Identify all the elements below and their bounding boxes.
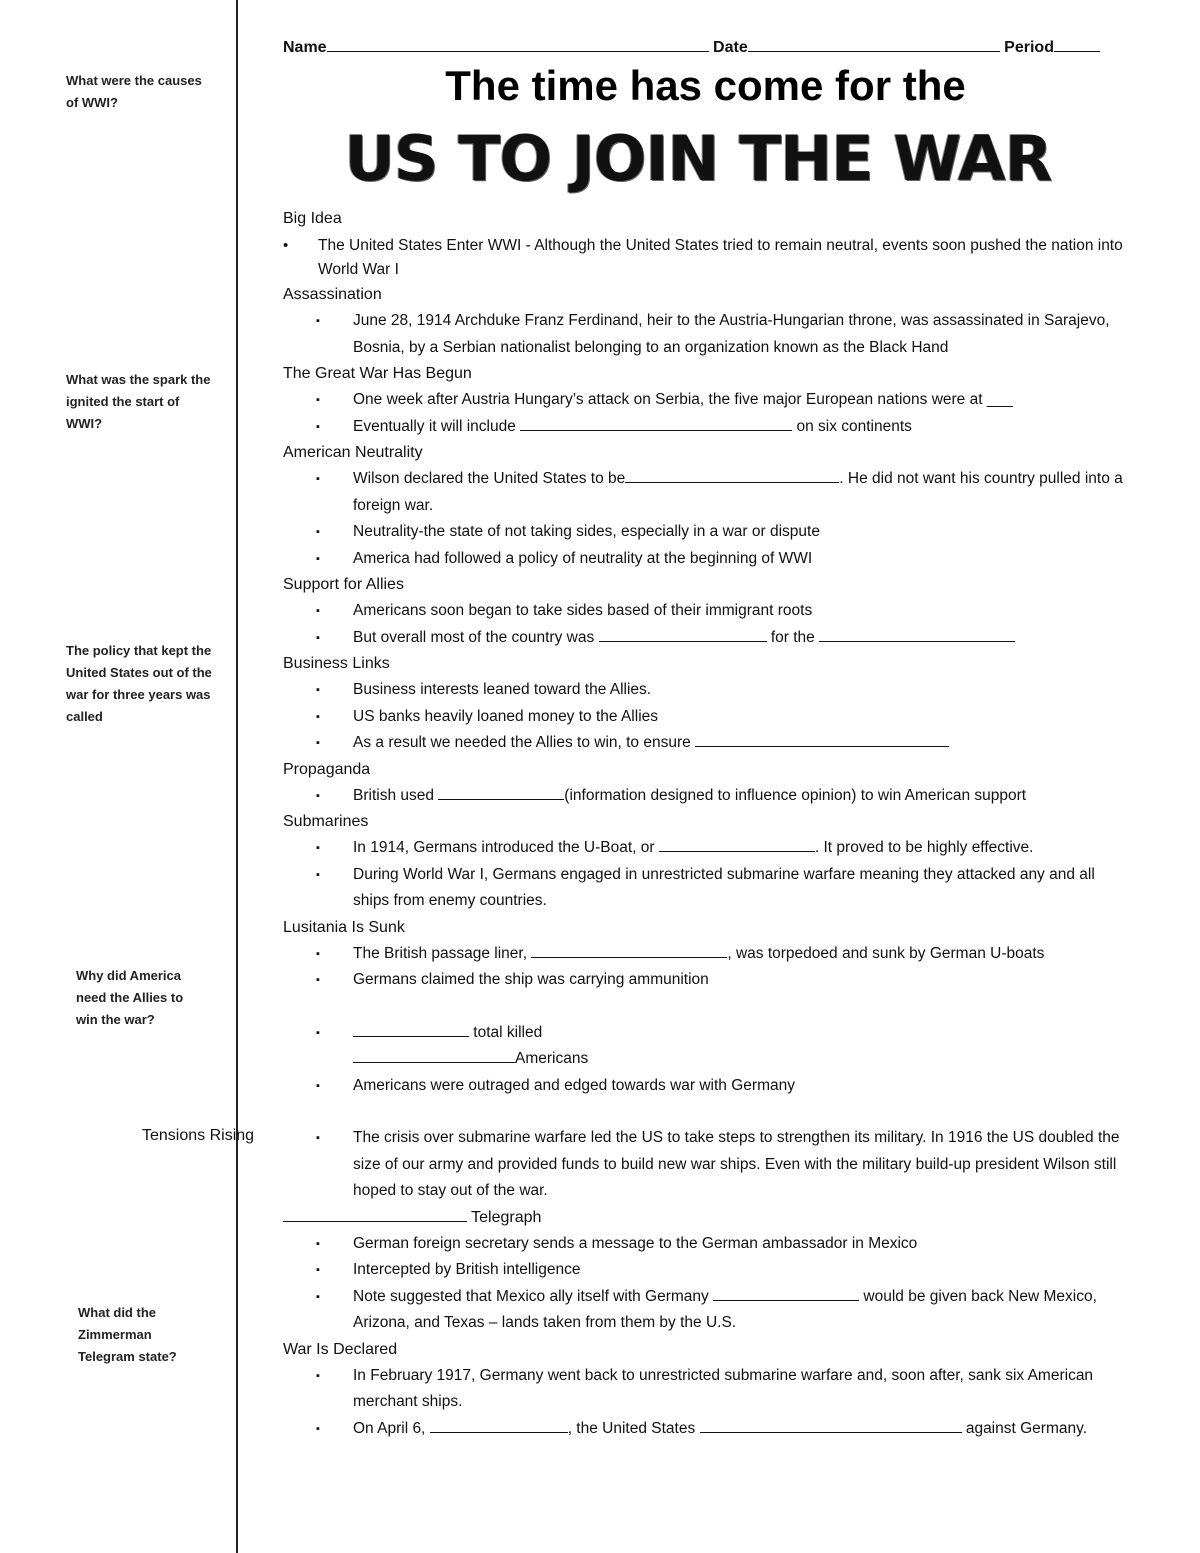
name-blank[interactable] [327,36,709,52]
period-label: Period [1004,39,1054,56]
fill-blank[interactable] [353,1048,515,1063]
heading-propaganda: Propaganda [283,760,371,778]
list-item: ▪ As a result we needed the Allies to win, to ensure [283,730,1133,757]
list-item: ▪ Note suggested that Mexico ally itself with Germany would be given back New Mexico, Arizona, and Texas – lands taken from them by the U.S. [316,1287,1097,1331]
list-item: ▪ In 1914, Germans introduced the U-Boat, or . It proved to be highly effective. [316,839,1034,856]
list-item: ▪ Intercepted by British intelligence [316,1261,581,1278]
header-fields [283,36,1100,57]
list-item: ▪ German foreign secretary sends a message to the German ambassador in Mexico [316,1234,918,1252]
list-item: ▪ The crisis over submarine warfare led the US to take steps to strengthen its military. In 1916 the US doubled the size of our army and provided funds to build new war ships. Even with the military build-up president Wilson still hoped to stay out of the war. [316,1129,1120,1199]
heading-submarines: Submarines [283,813,369,830]
fill-blank[interactable] [713,1286,859,1301]
list-item: ▪ June 28, 1914 Archduke Franz Ferdinand, heir to the Austria-Hungarian throne, was assassinated in Sarajevo, Bosnia, by a Serbian nationalist belonging to an organization known as the Black Hand [316,312,1110,356]
title-line-1: The time has come for the [445,62,966,109]
list-item: ▪ In February 1917, Germany went back to unrestricted submarine warfare and, soon after, sank six American merchant ships. [316,1366,1094,1410]
side-question-zimmerman: What did the Zimmerman Telegram state? [78,1305,177,1364]
list-item: ▪ US banks heavily loaned money to the Allies [316,707,659,725]
list-item: ▪ Wilson declared the United States to be . He did not want his country pulled into a foreign war. [316,470,1123,514]
list-item: ▪ Eventually it will include on six continents [316,417,912,435]
heading-great-war: The Great War Has Begun [283,365,472,382]
side-question-spark: What was the spark the ignited the start of WWI? [66,372,211,431]
date-blank[interactable] [748,36,1000,52]
fill-blank[interactable] [531,943,727,958]
list-item: ▪ The British passage liner, , was torpedoed and sunk by German U-boats [316,944,1045,962]
fill-blank[interactable] [438,785,564,800]
period-blank[interactable] [1054,36,1100,52]
side-question-allies: Why did America need the Allies to win the war? [76,968,184,1027]
list-item: ▪ But overall most of the country was for the [283,625,1133,652]
fill-blank[interactable] [430,1418,568,1433]
heading-big-idea: Big Idea [283,210,342,227]
list-item: ▪ During World War I, Germans engaged in unrestricted submarine warfare meaning they attacked any and all ships from enemy countries. [316,865,1095,909]
fill-blank[interactable] [283,1207,467,1222]
list-item: ▪ Neutrality-the state of not taking sides, especially in a war or dispute [316,523,820,540]
list-item: ▪ Business interests leaned toward the Allies. [316,681,652,698]
list-item: ▪ America had followed a policy of neutrality at the beginning of WWI [316,549,813,567]
margin-divider [236,0,238,1553]
list-item: ▪ One week after Austria Hungary’s attack on Serbia, the five major European nations were at ___ [316,391,1013,408]
fill-blank[interactable] [700,1418,962,1433]
title-line-2: US TO JOIN THE WAR [344,122,1052,195]
fill-blank[interactable] [695,732,949,747]
side-question-policy: The policy that kept the United States out of the war for three years was called [66,643,212,724]
list-item: ▪ British used (information designed to influence opinion) to win American support [316,786,1027,804]
side-question-causes: What were the causes of WWI? [66,73,202,110]
heading-telegraph: Telegraph [283,1205,1133,1231]
list-item: ▪ On April 6, , the United States against Germany. [316,1419,1088,1437]
heading-lusitania: Lusitania Is Sunk [283,918,405,936]
fill-blank[interactable] [625,468,839,483]
date-label: Date [713,39,748,56]
heading-allies: Support for Allies [283,576,404,593]
list-item: • The United States Enter WWI - Although the United States tried to remain neutral, events soon pushed the nation into World War I [283,237,1123,278]
fill-blank[interactable] [353,1022,469,1037]
list-item: ▪ total killed [316,1023,543,1041]
fill-blank[interactable] [599,627,767,642]
notes-content [283,206,1133,1442]
fill-blank[interactable] [659,837,815,852]
list-item: ▪ Americans soon began to take sides based of their immigrant roots [316,602,813,619]
list-item: ▪ Germans claimed the ship was carrying ammunition [316,971,709,988]
fill-blank[interactable] [520,416,792,431]
heading-assassination: Assassination [283,286,382,303]
name-label: Name [283,39,327,56]
list-item: ▪ Americans were outraged and edged towards war with Germany [316,1076,795,1094]
heading-war-declared: War Is Declared [283,1340,398,1358]
side-label-tensions: Tensions Rising [142,1127,255,1144]
list-item-sub: Americans [283,1046,1133,1073]
heading-neutrality: American Neutrality [283,444,423,461]
fill-blank[interactable] [819,627,1015,642]
heading-business: Business Links [283,655,390,672]
